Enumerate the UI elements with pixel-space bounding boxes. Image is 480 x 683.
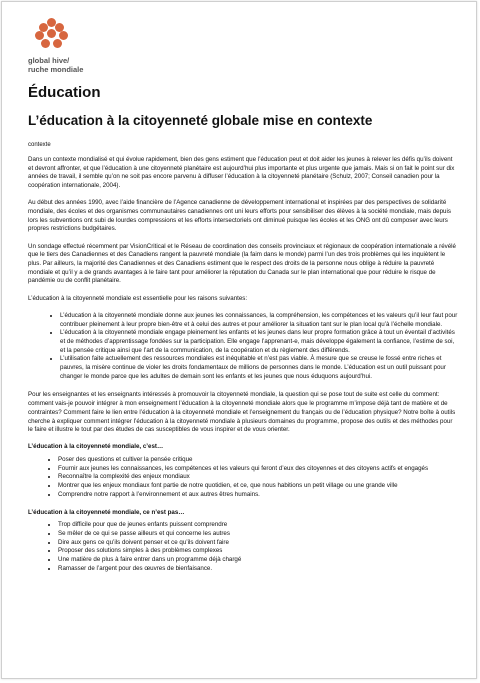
paragraph-history: Au début des années 1990, avec l’aide financière de l’Agence canadienne de développement international et inspirées par des perspectives de solidarité mondiale, des écoles et des organismes communautaires canadiennes ont uni leurs efforts pour sensibiliser des élèves à la société mondiale, mais depuis lors les subventions ont subi de lourdes compressions et les efforts intersectoriels ont diminué puisque les écoles et les ONG ont dû composer avec leurs propres restrictions budgétaires. <box>28 199 451 233</box>
list-item: • Se mêler de ce qui se passe ailleurs et qui concerne les autres <box>58 530 458 539</box>
is-not-list-heading: L’éducation à la citoyenneté mondiale, ce n’est pas… <box>28 508 185 516</box>
is-list-heading: L’éducation à la citoyenneté mondiale, c’est… <box>28 443 164 451</box>
list-item: • Ramasser de l’argent pour des œuvres de bienfaisance. <box>58 565 458 574</box>
list-item: • Reconnaître la complexité des enjeux mondiaux <box>58 473 458 482</box>
context-tag: contexte <box>28 142 51 148</box>
paragraph-intro: Dans un contexte mondialisé et qui évolue rapidement, bien des gens estiment que l’éducation peut et doit aider les jeunes à relever les défis qu’ils doivent et devront affronter, et que l’éducation à une citoyenneté planétaire est aujourd’hui plus importante et plus urgente que jamais. Mais si on fait le point sur dix années de travail, il semble qu’on ne soit pas encore parvenu à diffuser l’éducation à la citoyenneté planétaire (Schulz, 2007; Conseil canadien pour la coopération internationale, 2004). <box>28 156 455 190</box>
global-hive-logo <box>28 18 118 74</box>
list-item: • L’éducation à la citoyenneté mondiale engage pleinement les enfants et les jeunes dans leur propre formation grâce à tout un éventail d’activités et de méthodes d’apprentissage fondées sur la participation. Elle engage l’apprenant-e, mais développe également la confiance, l’estime de soi, et la pensée critique ainsi que l’art de la communication, de la coopération et du règlement des différends. <box>60 329 458 355</box>
page-title: L’éducation à la citoyenneté globale mise en contexte <box>28 113 373 128</box>
list-item: • Comprendre notre rapport à l’environnement et aux autres êtres humains. <box>58 491 458 500</box>
list-item: • Fournir aux jeunes les connaissances, les compétences et les valeurs qui feront d’eux des citoyennes et des citoyens actifs et engagés <box>58 465 458 474</box>
list-item: • L’utilisation faite actuellement des ressources mondiales est inéquitable et n’est pas viable. À mesure que se creuse le fossé entre riches et pauvres, la misère continue de violer les droits fondamentaux de millions de personnes dans le monde. L’éducation est un outil puissant pour changer le monde parce que les adultes de demain sont les enfants et les jeunes que nous éduquons aujourd’hui. <box>60 355 458 381</box>
reasons-list <box>28 312 458 382</box>
section-title: Éducation <box>28 84 101 101</box>
list-item: • Trop difficile pour que de jeunes enfants puissent comprendre <box>58 521 458 530</box>
logo-line-1: global hive/ <box>28 56 70 65</box>
document-page <box>1 1 477 679</box>
list-item: • Dire aux gens ce qu’ils doivent penser et ce qu’ils doivent faire <box>58 539 458 548</box>
is-list <box>28 456 458 500</box>
hive-logo-icon <box>35 18 69 52</box>
list-item: • Une matière de plus à faire entrer dans un programme déjà chargé <box>58 556 458 565</box>
paragraph-teachers: Pour les enseignantes et les enseignants intéressés à promouvoir la citoyenneté mondiale, la question qui se pose tout de suite est celle du comment: comment vais-je pouvoir intégrer à mon enseignement l’éducation à la citoyenneté mondiale alors que le programme m’impose déjà tant de matière et de contraintes? Comment faire le lien entre l’éducation à la citoyenneté mondiale et l’enseignement du français ou de l’éducation physique? Notre boîte à outils cherche à expliquer comment intégrer l’éducation à la citoyenneté mondiale à plusieurs domaines du programme, propose des outils et des méthodes pour le faire et illustre le tout par des études de cas susceptibles de vous inspirer et de vous orienter. <box>28 391 456 434</box>
main-content <box>28 84 458 582</box>
list-item: • L’éducation à la citoyenneté mondiale donne aux jeunes les connaissances, la compréhension, les compétences et les valeurs qu’il leur faut pour contribuer pleinement à leur propre bien-être et à celui des autres et pour améliorer la situation tant sur le plan local qu’à l’échelle mondiale. <box>60 312 458 329</box>
is-not-list <box>28 521 458 573</box>
paragraph-survey: Un sondage effectué récemment par VisionCritical et le Réseau de coordination des conseils provinciaux et régionaux de coopération internationale a révélé que le tiers des Canadiennes et des Canadiens rangent la pauvreté mondiale (la faim dans le monde) parmi l’un des trois problèmes qui les inquiètent le plus. Par ailleurs, la majorité des Canadiennes et des Canadiens estiment que le respect des droits de la personne nous oblige à réduire la pauvreté mondiale et qu’il y a de grands avantages à le faire tant pour améliorer la réputation du Canada sur le plan international que pour réduire le risque de pandémie ou de conflit planétaire. <box>28 242 456 285</box>
logo-line-2: ruche mondiale <box>28 65 84 74</box>
paragraph-reasons-intro: L’éducation à la citoyenneté mondiale est essentielle pour les raisons suivantes: <box>28 294 248 302</box>
list-item: • Montrer que les enjeux mondiaux font partie de notre quotidien, et ce, que nous habitions un petit village ou une grande ville <box>58 482 458 491</box>
list-item: • Poser des questions et cultiver la pensée critique <box>58 456 458 465</box>
list-item: • Proposer des solutions simples à des problèmes complexes <box>58 547 458 556</box>
